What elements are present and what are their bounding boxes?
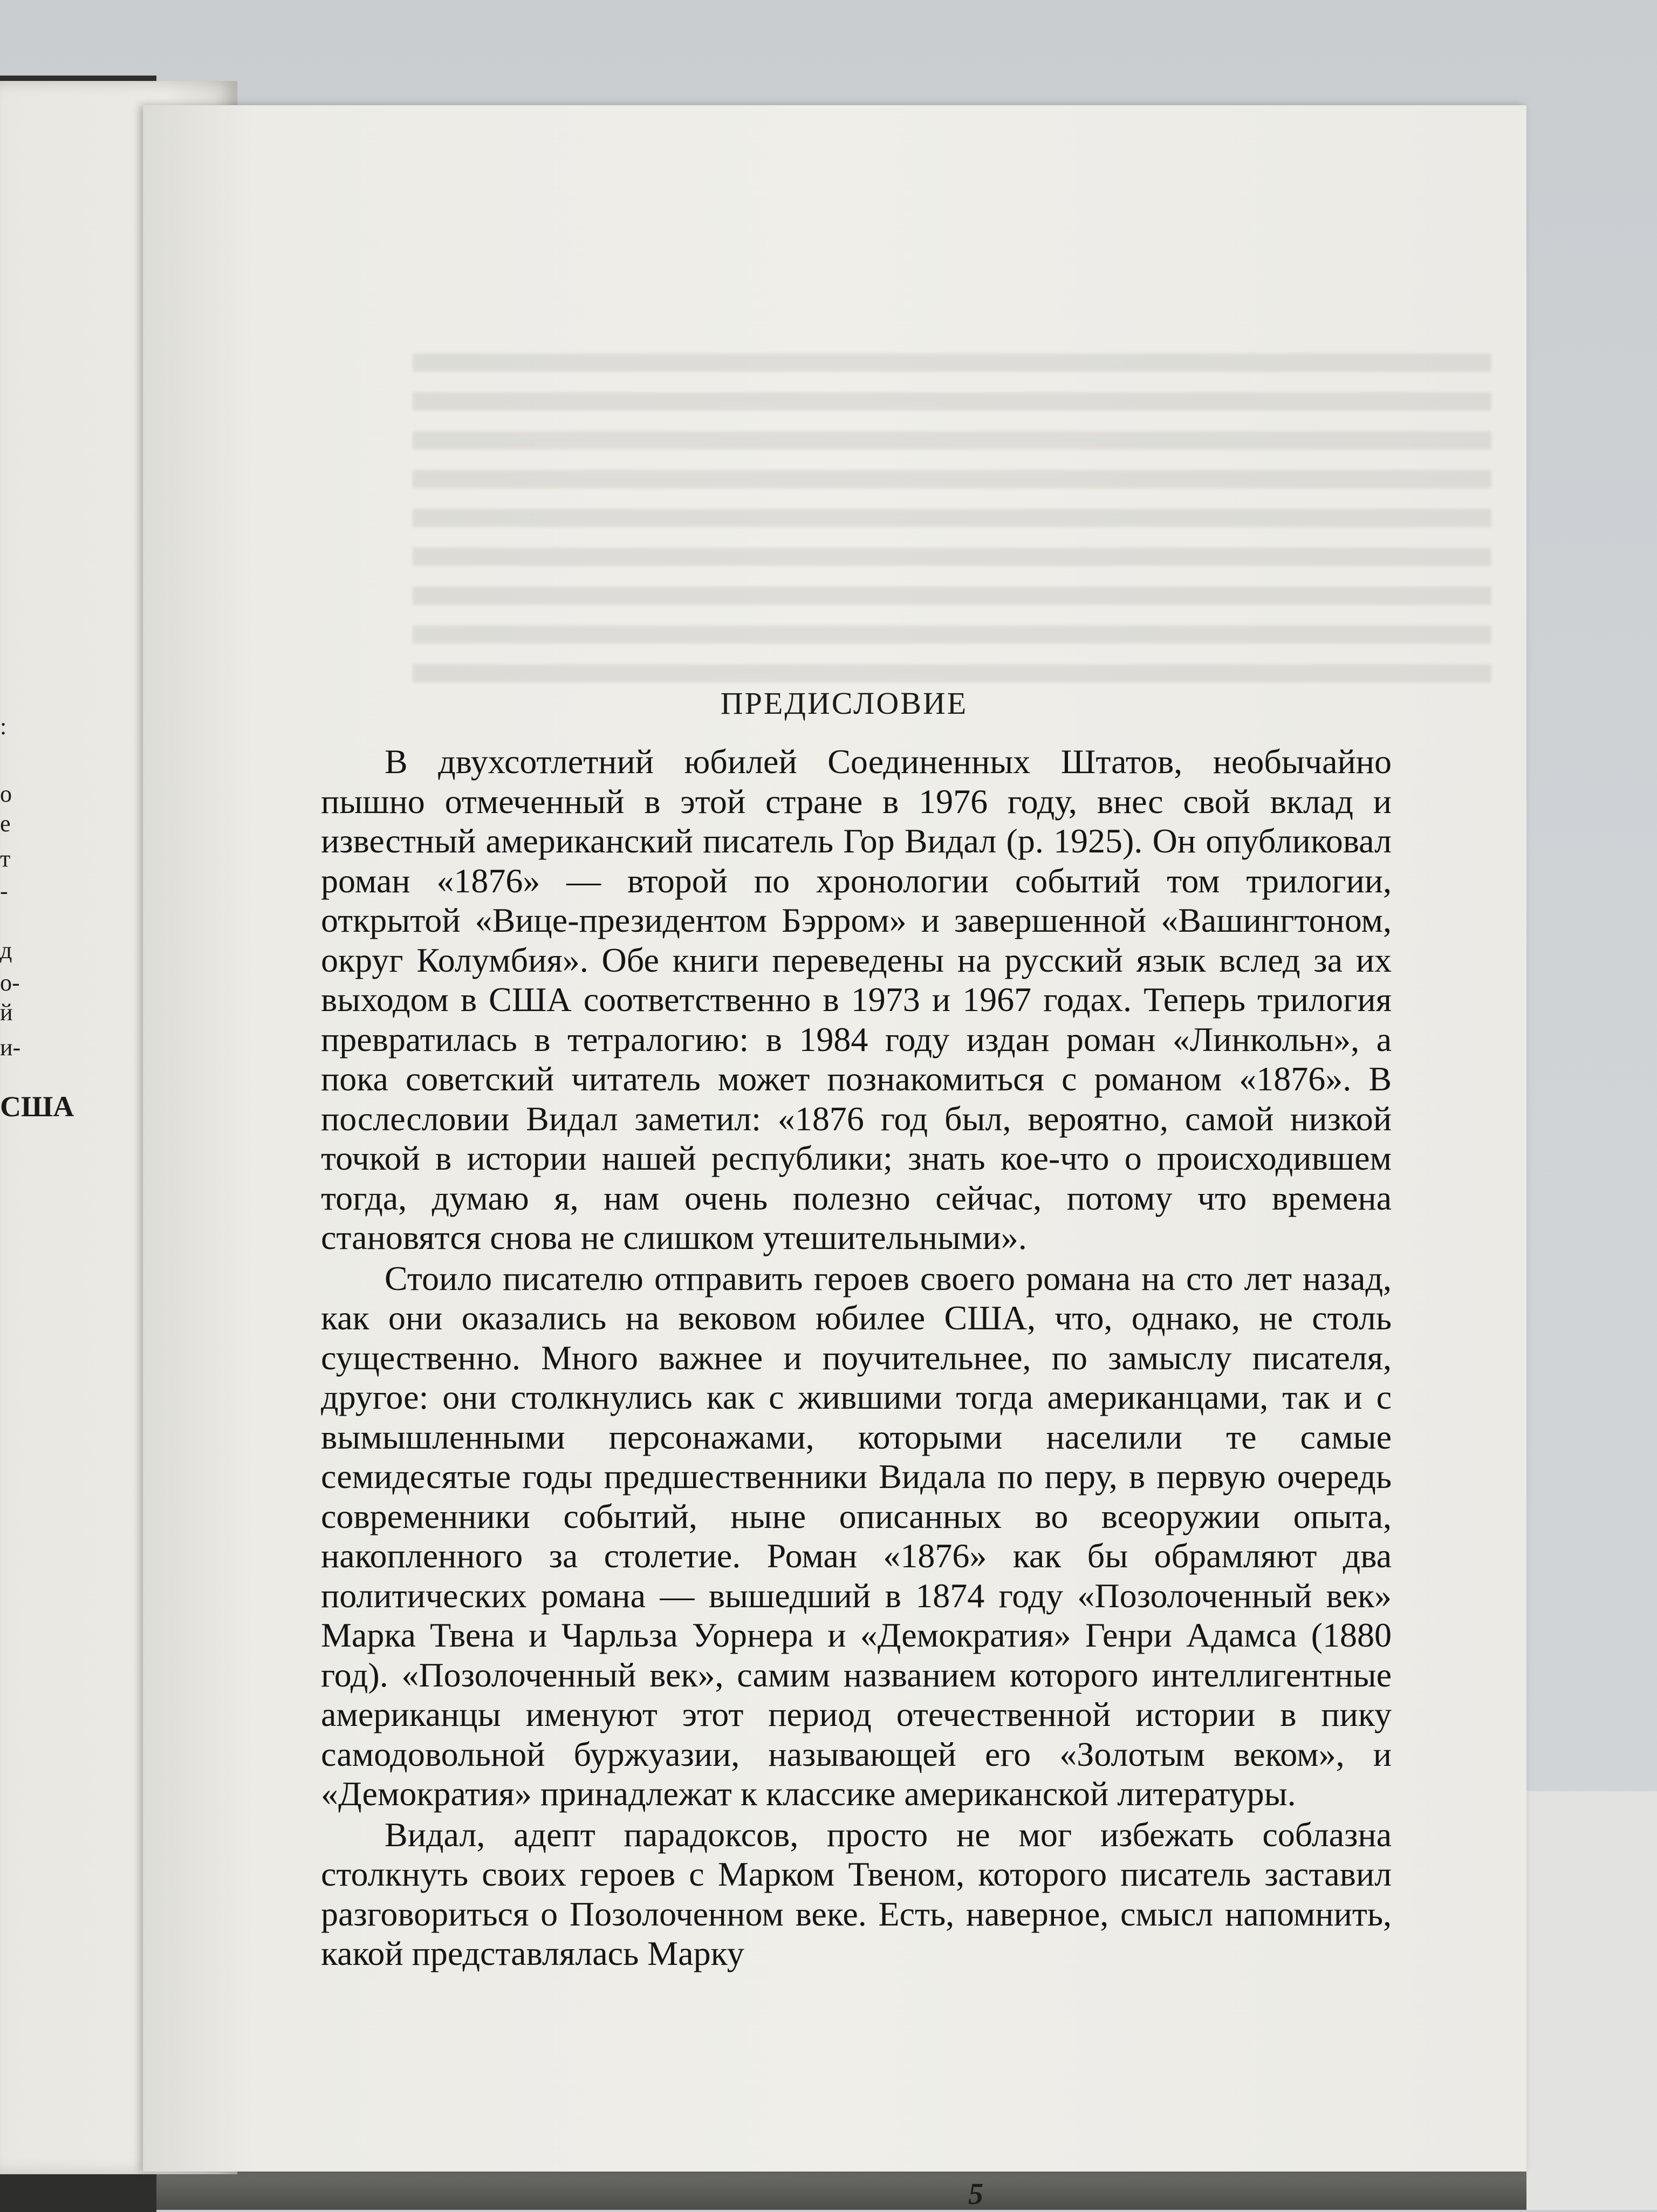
page-number: 5: [968, 2177, 983, 2211]
show-through-text: [413, 353, 1491, 688]
left-page-fragment: о: [0, 781, 12, 807]
left-page-fragment: е: [0, 810, 11, 837]
page-title: ПРЕДИСЛОВИЕ: [720, 686, 968, 721]
left-page-fragment: д: [0, 937, 12, 964]
left-page-fragment: :: [0, 713, 7, 740]
left-page-fragment: о-: [0, 970, 20, 996]
left-page-fragment: й: [0, 999, 13, 1026]
background-panel: [1526, 1791, 1657, 2210]
body-text: [321, 742, 1392, 1974]
left-page-fragment: т: [0, 845, 11, 872]
paragraph: Видал, адепт парадоксов, просто не мог избежать соблазна столкнуть своих героев с Марком Твеном, которого писатель заставил разговориться о Позолоченном веке. Есть, наверное, смысл напомнить, какой представлялась Марку: [321, 1815, 1392, 1972]
paragraph: Стоило писателю отправить героев своего романа на сто лет назад, как они оказались на вековом юбилее США, что, однако, не столь существенно. Много важнее и поучительнее, по замыслу писателя, другое: они столкнулись как с жившими тогда американцами, так и с вымышленными персонажами, которыми населили те самые семидесятые годы предшественники Видала по перу, в первую очередь современники событий, ныне описанных во всеоружии опыта, накопленного за столетие. Роман «1876» как бы обрамляют два политических романа — вышедший в 1874 году «Позолоченный век» Марка Твена и Чарльза Уорнера и «Демократия» Генри Адамса (1880 год). «Позолоченный век», самим названием которого интеллигентные американцы именуют этот период отечественной истории в пику самодовольной буржуазии, называющей его «Золотым веком», и «Демократия» принадлежат к классике американской литературы.: [321, 1259, 1392, 1813]
book-cover-bottom: [0, 2169, 1657, 2210]
left-page-usa-label: США: [0, 1090, 74, 1123]
left-page-fragment: и-: [0, 1034, 21, 1061]
paragraph: В двухсотлетний юбилей Соединенных Штатов, необычайно пышно отмеченный в этой стране в 1976 году, внес свой вклад и известный американский писатель Гор Видал (р. 1925). Он опубликовал роман «1876» — второй по хронологии событий том трилогии, открытой «Вице-президентом Бэрром» и завершенной «Вашингтоном, округ Колумбия». Обе книги переведены на русский язык вслед за их выходом в США соответственно в 1973 и 1967 годах. Теперь трилогия превратилась в тетралогию: в 1984 году издан роман «Линкольн», а пока советский читатель может познакомиться с романом «1876». В послесловии Видал заметил: «1876 год был, вероятно, самой низкой точкой в истории нашей республики; знать кое-что о происходившем тогда, думаю я, нам очень полезно сейчас, потому что времена становятся снова не слишком утешительными».: [321, 742, 1392, 1257]
left-page-fragment: -: [0, 878, 8, 904]
right-page: [143, 105, 1526, 2211]
